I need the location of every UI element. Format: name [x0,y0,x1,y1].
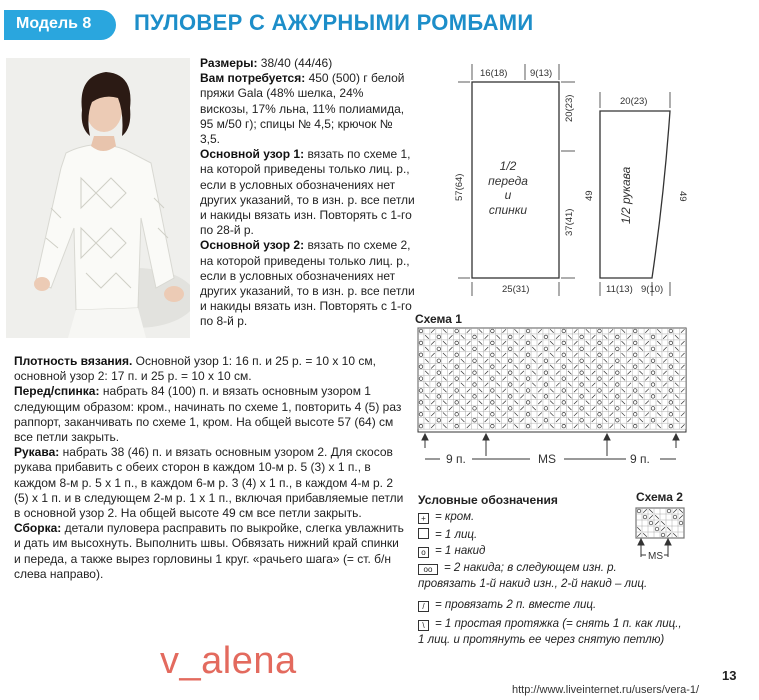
pattern1-paragraph [200,147,415,238]
density-value: Основной узор 1: 16 п. и 25 р. = 10 х 10 см, основной узор 2: 17 п. и 25 р. = 10 х 10 см. [14,354,376,384]
front-value: набрать 84 (100) п. и вязать основным узором 1 следующим образом: кром., начинать по схеме 1, повторить 4 (5) раз раппорт, заканчивать по схеме 1, кром. На общей высоте 57 (64) см все петли закрыть. [14,384,402,445]
skp-icon: \ [418,620,429,631]
sizes-value: 38/40 (44/46) [257,56,333,70]
pattern1-label: Основной узор 1: [200,147,305,162]
density-label: Плотность вязания. [14,354,133,368]
pattern2-label: Основной узор 2: [200,238,305,253]
scheme1-left-count: 9 п. [446,452,466,466]
legend-skp-cont: 1 лиц. и протянуть ее через снятую петлю) [418,634,665,646]
materials-paragraph [200,71,415,147]
front-left-dim: 57(64) [454,173,465,201]
front-top-right-dim: 9(13) [530,68,553,79]
legend-yo: o = 1 накид [418,545,485,558]
sleeve-value: набрать 38 (46) п. и вязать основным узором 2. Для скосов рукава прибавить с обеих сторон в каждом 10-м р. 5 (3) х 1 п., в каждом 8-м р. 5 х 1 п., в каждом 6-м р. 3 (4) х 1 п., в каждом 4-м р. 2 (5) х 1 п. и в следующем 2-м р. 1 х 1 п., включая прибавляемые петли в основной узор 2. На общей высоте 49 см все петли закрыть. [14,445,404,521]
sleeve-top-dim: 20(23) [620,96,648,107]
front-label-2: переда [488,174,528,188]
scheme1-chart [414,326,714,476]
page-number: 13 [722,668,737,683]
legend-edge: + = кром. [418,511,474,524]
sizes-label: Размеры: [200,56,258,70]
sleeve-label: 1/2 рукава [619,166,633,224]
model-photo [6,58,190,338]
front-label-1: 1/2 [499,159,517,173]
scheme1-ms-label: MS [538,452,556,466]
front-right-top-dim: 20(23) [564,94,575,122]
density-paragraph [14,354,404,384]
yarn-over-icon: o [418,547,429,558]
k2tog-icon: / [418,601,429,612]
footer-url[interactable]: http://www.liveinternet.ru/users/vera-1/ [512,684,700,696]
model-number: Модель 8 [16,15,92,32]
legend-title: Условные обозначения [418,493,558,507]
legend-yo2-cont: провязать 1-й накид изн., 2-й накид – лиц. [418,578,648,590]
pattern2-value: вязать по схеме 2, на которой приведены только лиц. р., если в условных обозначениях нет других указаний, то в изн. р. все петли и накиды вязать изн. Повторять с 1-го по 8-й р. [200,238,415,329]
description-bottom [14,354,404,582]
scheme1-right-count: 9 п. [630,452,650,466]
sleeve-bottom-left-dim: 11(13) [606,284,633,295]
sleeve-left-dim: 49 [584,190,595,201]
scheme2-ms-label: MS [648,551,663,562]
front-label-3: и [504,188,512,202]
scheme2-chart [632,505,712,565]
legend-skp: \ = 1 простая протяжка (= снять 1 п. как лиц., [418,618,682,631]
knit-stitch-icon [418,528,429,539]
sizes-paragraph [200,56,415,71]
description-top [200,56,415,330]
sleeve-bottom-right-dim: 9(10) [641,284,664,295]
sleeve-right-dim: 49 [677,191,688,202]
legend-yo2: oo = 2 накида; в следующем изн. р. [418,562,617,575]
edge-stitch-icon: + [418,513,429,524]
assembly-label: Сборка: [14,521,62,536]
front-right-bottom-dim: 37(41) [564,208,575,236]
materials-label: Вам потребуется: [200,71,306,86]
scheme1-title: Схема 1 [415,312,462,326]
double-yarn-over-icon: oo [418,564,438,575]
sleeve-label: Рукава: [14,445,60,460]
front-label: Перед/спинка: [14,384,100,399]
signature: v_alena [160,640,297,682]
front-bottom-dim: 25(31) [502,284,530,295]
assembly-value: детали пуловера расправить по выкройке, слегка увлажнить и дать им высохнуть. Выполнить швы. Обвязать нижний край спинки и переда, а также вырез горловины 1 круг. «рачьего шага» (= ст. б/н слева направо). [14,521,404,581]
model-badge [4,10,116,40]
front-top-left-dim: 16(18) [480,68,508,79]
materials-value: 450 (500) г белой пряжи Gala (48% шелка, 24% вискозы, 17% льна, 11% полиамида, 95 м/50 г); спицы № 4,5; крючок № 3,5. [200,71,405,147]
front-label-4: спинки [488,203,528,217]
pattern1-value: вязать по схеме 1, на которой приведены только лиц. р., если в условных обозначениях нет других указаний, то в изн. р. все петли и накиды вязать изн. Повторять с 1-го по 28-й р. [200,147,415,238]
front-paragraph [14,384,404,445]
sleeve-paragraph [14,445,404,521]
legend-k2tog: / = провязать 2 п. вместе лиц. [418,599,596,612]
page-title: ПУЛОВЕР С АЖУРНЫМИ РОМБАМИ [134,10,534,35]
assembly-paragraph [14,521,404,582]
pattern2-paragraph [200,238,415,329]
woman-photo-illustration [6,58,190,338]
sleeve-piece-outline [600,111,670,278]
scheme2-title: Схема 2 [636,490,683,504]
pattern-diagrams [440,56,740,306]
legend-knit: = 1 лиц. [418,528,477,541]
